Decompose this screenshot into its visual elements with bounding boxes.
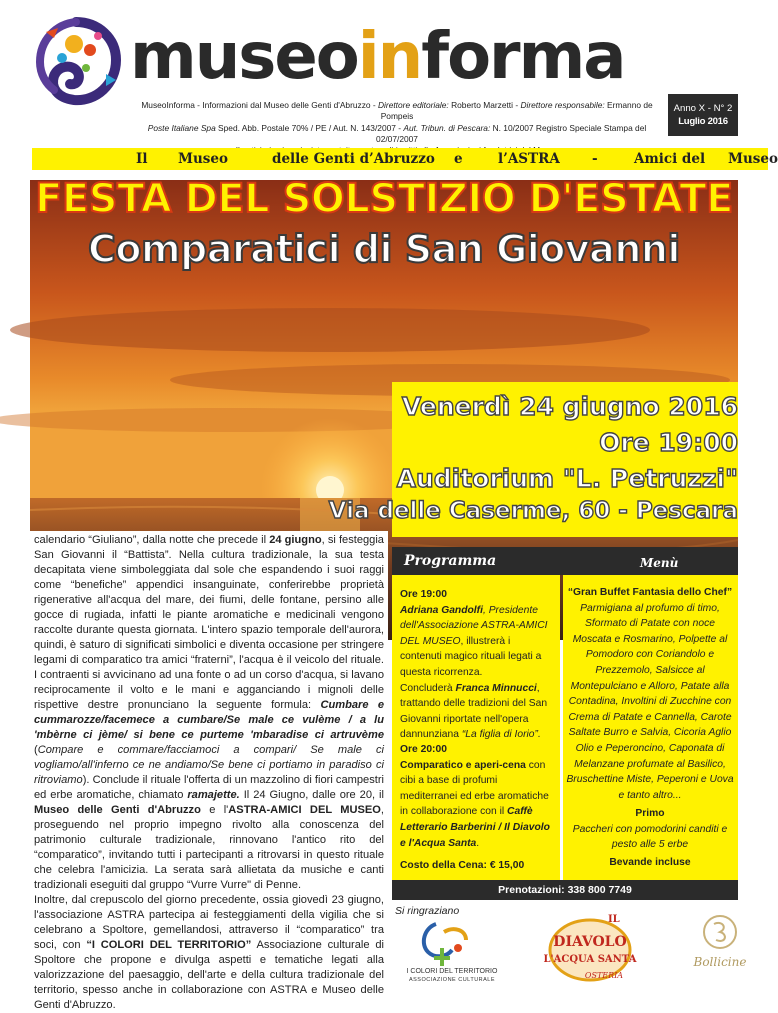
menu-title: Menù xyxy=(640,556,679,570)
issue-number: Anno X - N° 2 xyxy=(673,103,733,114)
subtitle-word: e xyxy=(454,151,463,167)
menu-drinks: Bevande incluse xyxy=(609,857,691,868)
subtitle-word: - xyxy=(592,151,598,167)
subtitle-word: Amici del xyxy=(634,151,706,167)
subtitle-word: delle Genti d’Abruzzo xyxy=(272,151,435,167)
article-paragraph: calendario “Giuliano”, dalla notte che precede il 24 giugno, si festeggia San Giovanni il “Battista”. Nella cultura tradizionale, la sua testa decapitata viene simboleggiata dal sole che espandendo i suoi raggi come “benefiche” appendici insanguinate, conferirebbe proprietà rigenerative all'acqua del mare, dei fiumi, delle fontane, persino alle gocce di rugiada, infatti le piante aromatiche e medicinali vengono raccolte durante questa giornata. L'intero spazio temporale dell'aurora, quindi, è saturo di significati simbolici e diventa occasione per stringere legami di comparatico tra amici “fraterni”, l'acqua è il veicolo del rituale. I contraenti si avvicinano ad una fonte o ad un corso d'acqua, si lavano reciprocamente il volto e le mani e agganciando i mignoli delle rispettive destre pronunciano la seguente formula: Cumbare e cummarozze/facemece a cumbare/Se male ce vulème / a lu 'mbèrne ci jème/ si bene ce purteme 'mbaradise ci artruvème (Compare e commare/facciamoci a compari/ Se male ci vogliamo/all'inferno ce ne andiamo/Se bene ci portiamo in paradiso ci ritroviamo). Conclude il rituale l'offerta di un mazzolino di fiori campestri ed erbe aromatiche, chiamato ramajette. Il 24 Giugno, dalle ore 20, il Museo delle Genti d'Abruzzo e l'ASTRA-AMICI DEL MUSEO, proseguendo nel proprio impegno rivolto alla conoscenza del patrimonio culturale tradizionale, rinnovano l'antico rito del “comparatico”, invitando tutti i partecipanti a ritrovarsi in questo rituale che celebra l'amicizia. La serata sarà allietata da musiche e canti tradizionali eseguiti dal gruppo “Vurre Vurre" di Penne. xyxy=(34,534,385,891)
museum-logo-swirl-icon xyxy=(28,14,124,110)
subtitle-bar xyxy=(32,148,778,170)
thanks-label: Si ringraziano xyxy=(395,905,460,917)
festival-title: FESTA DEL SOLSTIZIO D'ESTATE xyxy=(35,176,733,222)
colori-territorio-label: I COLORI DEL TERRITORIO ASSOCIAZIONE CULTURALE xyxy=(406,968,498,983)
event-address: Via delle Caserme, 60 - Pescara xyxy=(328,498,738,524)
festival-subtitle: Comparatici di San Giovanni xyxy=(88,227,680,271)
svg-text:DIAVOLO: DIAVOLO xyxy=(553,934,627,950)
event-venue: Auditorium "L. Petruzzi" xyxy=(396,464,738,493)
masthead-title: museoinforma xyxy=(130,20,625,94)
programme-item-1900: Ore 19:00 Adriana Gandolfi, Presidente dell'Associazione ASTRA-AMICI DEL MUSEO, illustrerà i contenuti magico rituali legati a questa ricorrenza. Concluderà Franca Minnucci, trattando delle tradizioni del San Giovanni riportate nell'opera dannunziana “La figlia di Iorio”. xyxy=(400,589,548,741)
event-time: Ore 19:00 xyxy=(599,428,738,457)
svg-text:OSTERIA: OSTERIA xyxy=(584,971,624,980)
subtitle-word: Il xyxy=(136,151,148,167)
menu-first-course: Primo Paccheri con pomodorini canditi e pesto alle 5 erbe xyxy=(572,808,728,851)
article-paragraph: Inoltre, dal crepuscolo del giorno precedente, ossia giovedì 23 giugno, l'associazione ASTRA partecipa ai festeggiamenti della vigilia che si celebrano a Spoltore, gemellandosi, attraverso il “comparatico” tra soci, con “I COLORI DEL TERRITORIO” Associazione culturale di Spoltore che propone e divulga aspetti e tematiche legati alla valorizzazione del paesaggio, dell'arte e della cultura tradizionale del territorio, spesso anche in collaborazione con ASTRA e Museo delle Genti d'Abruzzo. xyxy=(34,894,384,1011)
info-line-1: MuseoInforma - Informazioni dal Museo delle Genti d'Abruzzo - Direttore editoriale: Roberto Marzetti - Direttore responsabile: Ermanno de Pompeis xyxy=(141,100,653,122)
bollicine-logo xyxy=(688,910,752,984)
issue-badge xyxy=(668,94,738,136)
issue-month: Luglio 2016 xyxy=(678,116,728,127)
diavolo-acquasanta-logo xyxy=(538,906,642,986)
info-line-2: Poste Italiane Spa Sped. Abb. Postale 70% / PE / Aut. N. 143/2007 - Aut. Tribun. di Pescara: N. 10/2007 Registro Speciale Stampa del 02/07/2007 xyxy=(147,122,647,144)
programme-title: Programma xyxy=(404,553,497,569)
dinner-cost: Costo della Cena: € 15,00 xyxy=(400,860,525,871)
menu-buffet: “Gran Buffet Fantasia dello Chef” Parmigiana al profumo di timo, Sformato di Patate con noce Moscata e Rosmarino, Polpette al Pomodoro con Coriandolo e Prezzemolo, Salsicce al Montepulciano e Alloro, Patate alla Contadina, Involtini di Zucchine con Crema di Patate e Cannella, Carote Saltate Burro e Salvia, Cicoria Aglio Olio e Peperoncino, Caponata di Melanzane profumate al Basilico, Bruschettine Miste, Peperoni e Uova e tanto altro... xyxy=(566,587,734,801)
svg-text:IL: IL xyxy=(608,914,620,925)
booking-phone: Prenotazioni: 338 800 7749 xyxy=(498,884,632,896)
svg-text:L'ACQUA SANTA: L'ACQUA SANTA xyxy=(543,954,637,965)
article-text xyxy=(30,531,388,1011)
programme-item-2000: Ore 20:00 Comparatico e aperi-cena con cibi a base di profumi mediterranei ed erbe aromatiche in collaborazione con il Caffè Letterario Barberini / Il Diavolo e l'Acqua Santa. xyxy=(400,744,550,849)
subtitle-word: Museo xyxy=(178,151,228,167)
subtitle-word: l’ASTRA xyxy=(498,151,560,167)
svg-text:Bollicine: Bollicine xyxy=(693,955,747,969)
event-date: Venerdì 24 giugno 2016 xyxy=(401,392,738,421)
subtitle-word: Museo xyxy=(728,151,778,167)
